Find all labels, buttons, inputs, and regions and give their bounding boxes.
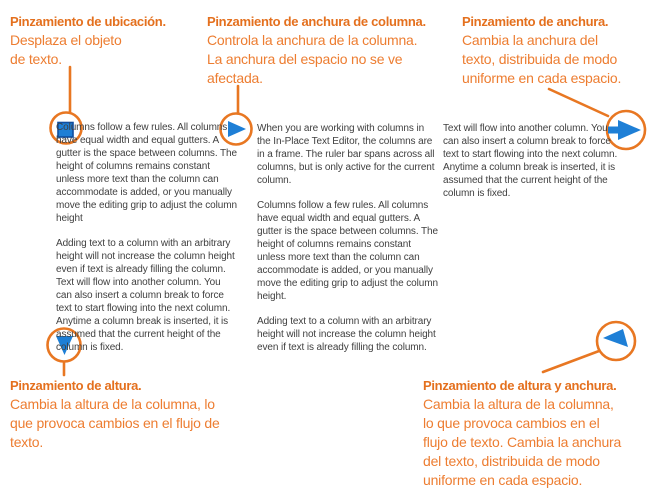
text-column-1	[56, 121, 252, 366]
connector-line-height-width	[543, 351, 599, 372]
callout-title: Pinzamiento de altura.	[10, 378, 142, 393]
callout-desc: Controla la anchura de la columna. La anchura del espacio no se ve afectada.	[207, 32, 418, 86]
column-paragraph: Columns follow a few rules. All columns have equal width and equal gutters. A gutter is the space between columns. The height of columns remains constant unless more text than the column can accommodate is added, or you manually move the editing grip to adjust the column height	[56, 122, 237, 224]
callout-desc: Cambia la anchura del texto, distribuida de modo uniforme en cada espacio.	[462, 32, 622, 86]
text-column-3	[443, 122, 639, 212]
column-paragraph: Text will flow into another column. You can also insert a column break to force text to start flowing into the next column. Anytime a column break is inserted, it is assumed that the current height of the column is fixed.	[443, 123, 618, 199]
callout-height-width-grip	[423, 376, 621, 490]
callout-title: Pinzamiento de anchura.	[462, 14, 609, 29]
callout-desc: Desplaza el objeto de texto.	[10, 32, 122, 67]
callout-width-grip	[462, 12, 621, 88]
callout-title: Pinzamiento de anchura de columna.	[207, 14, 426, 29]
height-width-grip-callout-circle	[597, 322, 635, 360]
column-paragraph: Adding text to a column with an arbitrary height will not increase the column height even if text is already filling the column.	[257, 316, 436, 353]
connector-line-width	[549, 89, 608, 116]
text-column-2	[257, 122, 453, 366]
callout-title: Pinzamiento de ubicación.	[10, 14, 166, 29]
callout-desc: Cambia la altura de la columna, lo que provoca cambios en el flujo de texto. Cambia la anchura del texto, distribuida de modo uniforme en cada espacio.	[423, 396, 622, 488]
callout-title: Pinzamiento de altura y anchura.	[423, 378, 617, 393]
callout-height-grip	[10, 376, 220, 452]
callout-location-grip	[10, 12, 166, 69]
column-paragraph: When you are working with columns in the In-Place Text Editor, the columns are in a frame. The ruler bar spans across all columns, but is only active for the current column.	[257, 123, 435, 186]
column-paragraph: Columns follow a few rules. All columns have equal width and equal gutters. A gutter is the space between columns. The height of columns remains constant unless more text than the column can accommodate is added, or you manually move the editing grip to adjust the column height.	[257, 200, 438, 302]
callout-column-width-grip	[207, 12, 426, 88]
column-paragraph: Adding text to a column with an arbitrary height will not increase the column height even if text is already filling the column. Text will flow into another column. You can also insert a column break to force text to start flowing into the next column. Anytime a column break is inserted, it is assumed that the current height of the column is fixed.	[56, 238, 235, 353]
callout-desc: Cambia la altura de la columna, lo que provoca cambios en el flujo de texto.	[10, 396, 220, 450]
